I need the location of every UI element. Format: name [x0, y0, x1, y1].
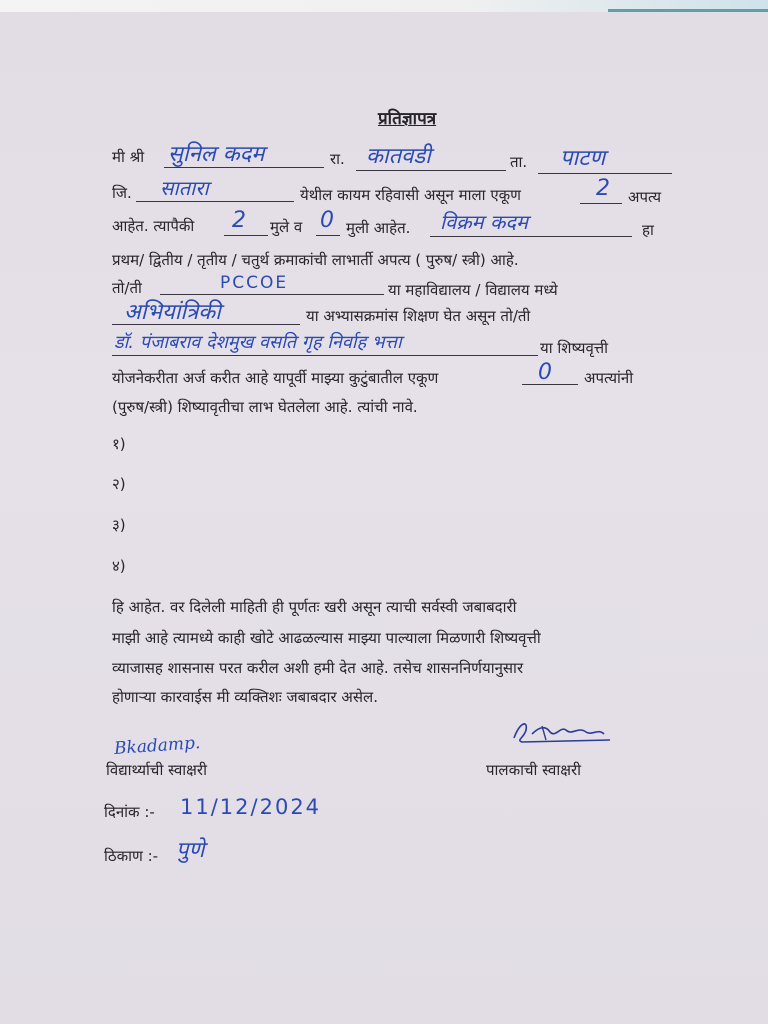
birth-order-line: प्रथम/ द्वितीय / तृतीय / चतुर्थ क्रमाकांची लाभार्ती अपत्य ( पुरुष/ स्त्री) आहे. [112, 251, 519, 269]
declaration-line: हि आहेत. वर दिलेली माहिती ही पूर्णतः खरी असून त्याची सर्वस्वी जबाबदारी [112, 598, 517, 616]
student-signature-label: विद्यार्थ्याची स्वाक्षरी [106, 761, 207, 779]
list-item: ४) [112, 557, 126, 575]
ji-label: जि. [112, 184, 132, 202]
scheme-underline [112, 355, 538, 356]
district-underline [136, 201, 294, 202]
line8-text1: योजनेकरीता अर्ज करीत आहे यापूर्वी माझ्या कुटुंबातील एकूण [112, 369, 439, 387]
taluka-underline [538, 173, 672, 174]
child-name-value: विक्रम कदम [440, 210, 528, 234]
declaration-line: व्याजासह शासनास परत करील अशी हमी देत आहे. तसेच शासननिर्णयानुसार [112, 659, 524, 677]
list-item: २) [112, 475, 126, 493]
count-underline [522, 384, 578, 385]
village-value: कातवडी [366, 144, 431, 169]
line9-text: (पुरुष/स्त्री) शिष्यावृतीचा लाभ घेतलेला आहे. त्यांची नावे. [112, 398, 418, 416]
date-value: 11/12/2024 [180, 795, 322, 819]
children-total-underline [580, 203, 622, 204]
scheme-value: डॉ. पंजाबराव देशमुख वसति गृह निर्वाह भत्ता [114, 332, 402, 353]
page-top-edge [0, 0, 768, 12]
prefix-mi-shri: मी श्री [112, 148, 145, 166]
place-value: पुणे [176, 838, 205, 863]
list-item: ३) [112, 516, 126, 534]
parent-signature [506, 716, 616, 750]
ta-label: ता. [510, 153, 528, 171]
line6-text: या अभ्यासक्रमांस शिक्षण घेत असून तो/ती [306, 307, 531, 325]
village-underline [356, 170, 506, 171]
children-total-value: 2 [596, 176, 610, 201]
line7-text: या शिष्यवृत्ती [540, 339, 609, 357]
line3-text2: मुले व [270, 218, 303, 236]
line3-suffix: हा [642, 221, 654, 239]
daughters-underline [316, 235, 340, 236]
line5-prefix: तो/ती [112, 279, 142, 297]
declaration-line: माझी आहे त्यामध्ये काही खोटे आढळल्यास माझ्या पाल्याला मिळणारी शिष्यवृत्ती [112, 629, 541, 647]
list-item: १) [112, 435, 126, 453]
ra-label: रा. [330, 150, 345, 168]
child-name-underline [430, 236, 632, 237]
applicant-name: सुनिल कदम [168, 142, 265, 167]
daughters-count-value: 0 [320, 208, 334, 233]
college-underline [160, 294, 384, 295]
line3-text3: मुली आहेत. [346, 219, 411, 237]
college-value: PCCOE [220, 273, 289, 293]
course-underline [112, 324, 300, 325]
place-label: ठिकाण :- [104, 847, 159, 865]
taluka-value: पाटण [560, 146, 606, 171]
line8-text2: अपत्यांनी [584, 369, 634, 387]
student-signature: Bkadamp. [113, 733, 201, 759]
course-value: अभियांत्रिकी [124, 300, 221, 325]
sons-count-value: 2 [232, 208, 246, 233]
declaration-line: होणाऱ्या कारवाईस मी व्यक्तिशः जबाबदार असेल. [112, 688, 378, 706]
district-value: सातारा [160, 176, 209, 200]
previous-beneficiaries-count: 0 [538, 360, 552, 385]
line2-suffix: अपत्य [628, 188, 662, 206]
document-title: प्रतिज्ञापत्र [378, 109, 437, 129]
parent-signature-label: पालकाची स्वाक्षरी [486, 761, 581, 779]
line2-text: येथील कायम रहिवासी असून माला एकूण [300, 186, 521, 204]
date-label: दिनांक :- [104, 803, 155, 821]
line3-text1: आहेत. त्यापैकी [112, 217, 195, 235]
line5-text: या महाविद्यालय / विद्यालय मध्ये [388, 281, 558, 299]
sons-underline [224, 235, 268, 236]
name-underline [164, 167, 324, 168]
